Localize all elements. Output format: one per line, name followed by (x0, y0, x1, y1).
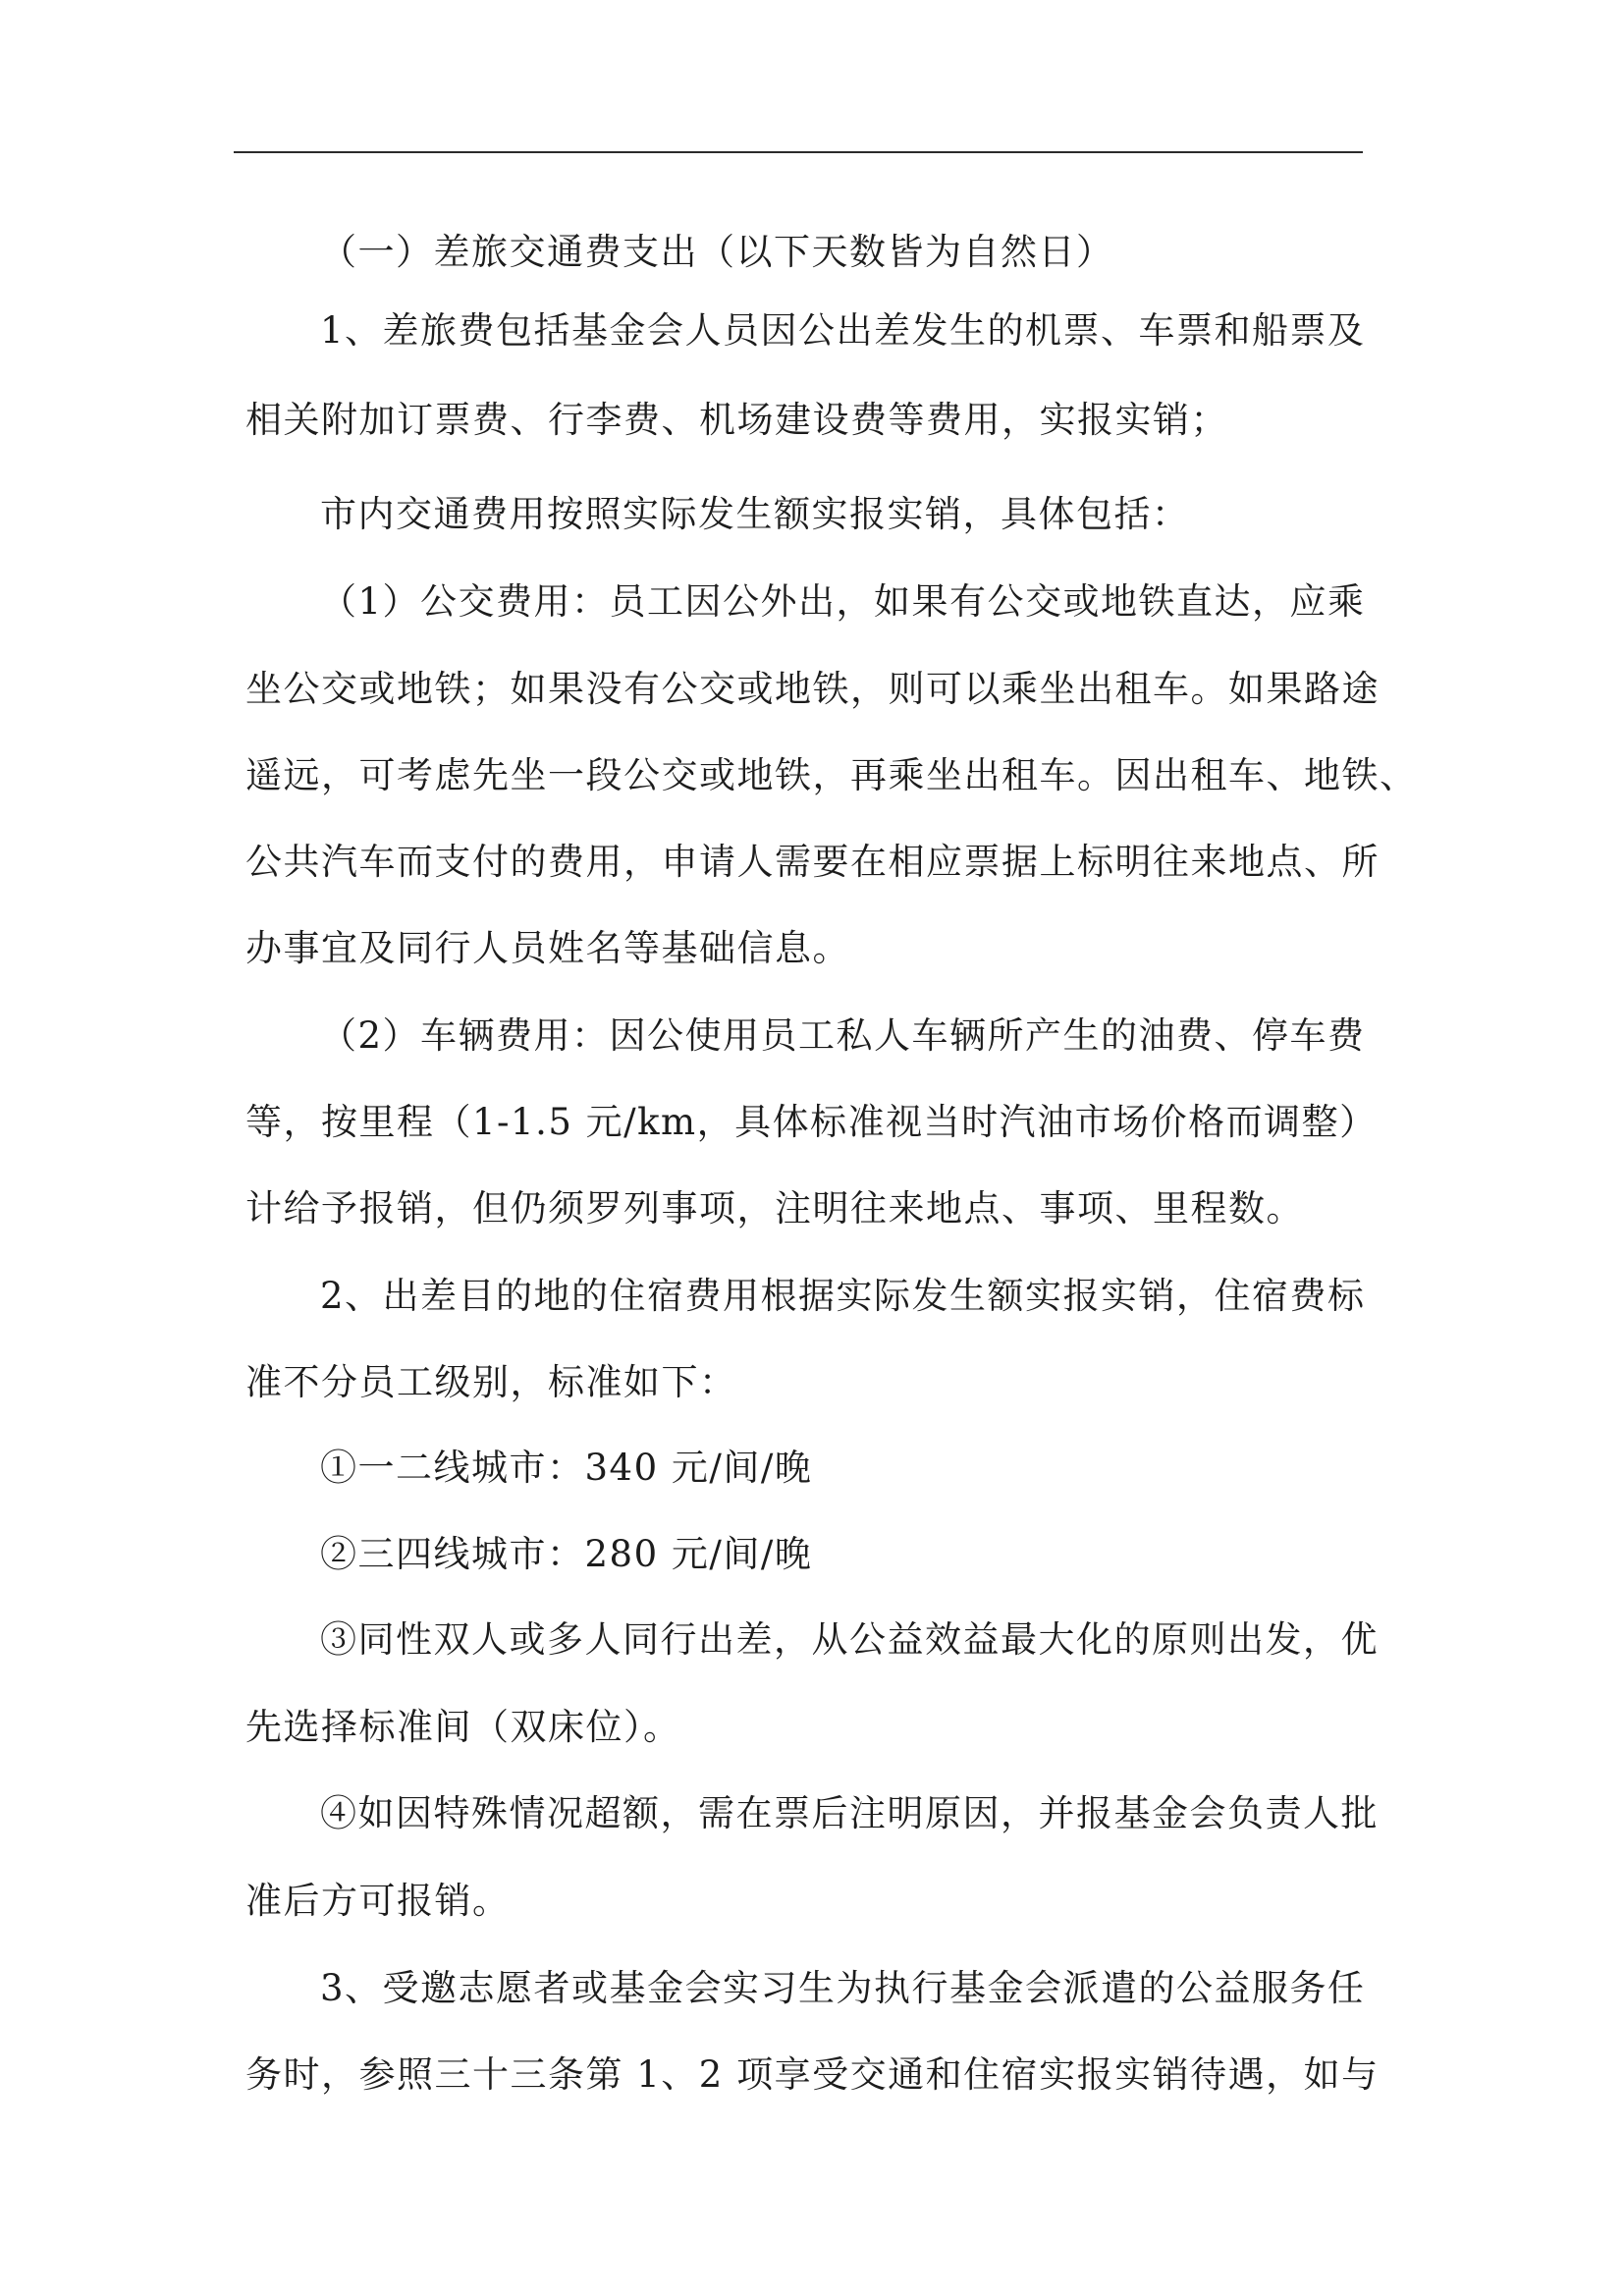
bus-fees-line2: 坐公交或地铁；如果没有公交或地铁，则可以乘坐出租车。如果路途 (245, 668, 1380, 710)
lodging-rule3-line2: 先选择标准间（双床位）。 (245, 1706, 681, 1748)
lodging-rule4-line2: 准后方可报销。 (245, 1880, 511, 1922)
item3-line2: 务时，参照三十三条第 1、2 项享受交通和住宿实报实销待遇，如与 (245, 2053, 1380, 2096)
item2-line2: 准不分员工级别，标准如下： (245, 1361, 737, 1403)
bus-fees-line4: 公共汽车而支付的费用，申请人需要在相应票据上标明往来地点、所 (245, 841, 1380, 883)
lodging-rule3-line1: ③同性双人或多人同行出差，从公益效益最大化的原则出发，优 (320, 1618, 1379, 1661)
item2-line1: 2、出差目的地的住宿费用根据实际发生额实报实销，住宿费标 (320, 1275, 1366, 1317)
city-transport-intro: 市内交通费用按照实际发生额实报实销，具体包括： (320, 493, 1190, 535)
lodging-rule4-line1: ④如因特殊情况超额，需在票后注明原因，并报基金会负责人批 (320, 1792, 1379, 1834)
header-rule (234, 151, 1363, 153)
lodging-tier1: ①一二线城市：340 元/间/晚 (320, 1447, 813, 1489)
item1-line1: 1、差旅费包括基金会人员因公出差发生的机票、车票和船票及 (320, 309, 1366, 352)
section-heading: （一）差旅交通费支出（以下天数皆为自然日） (320, 231, 1114, 273)
bus-fees-line1: （1）公交费用：员工因公外出，如果有公交或地铁直达，应乘 (320, 580, 1366, 623)
bus-fees-line3: 遥远，可考虑先坐一段公交或地铁，再乘坐出租车。因出租车、地铁、 (245, 754, 1418, 796)
item3-line1: 3、受邀志愿者或基金会实习生为执行基金会派遣的公益服务任 (320, 1967, 1366, 2009)
vehicle-fees-line2: 等，按里程（1-1.5 元/km，具体标准视当时汽油市场价格而调整） (245, 1101, 1378, 1143)
lodging-tier2: ②三四线城市：280 元/间/晚 (320, 1533, 813, 1575)
item1-line2: 相关附加订票费、行李费、机场建设费等费用，实报实销； (245, 399, 1228, 441)
vehicle-fees-line1: （2）车辆费用：因公使用员工私人车辆所产生的油费、停车费 (320, 1014, 1366, 1057)
vehicle-fees-line3: 计给予报销，但仍须罗列事项，注明往来地点、事项、里程数。 (245, 1187, 1304, 1230)
bus-fees-line5: 办事宜及同行人员姓名等基础信息。 (245, 927, 850, 969)
